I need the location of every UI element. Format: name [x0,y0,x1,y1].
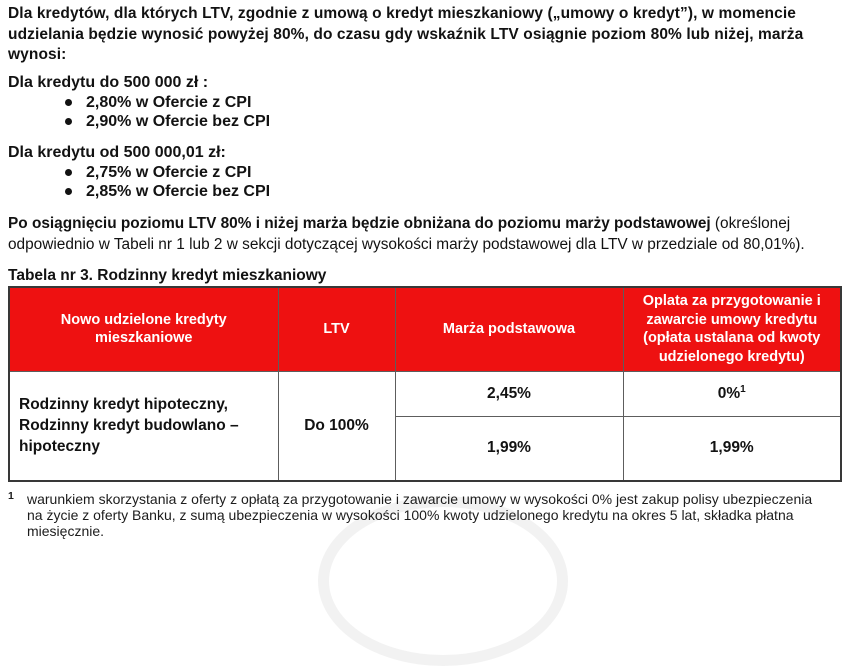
margin-value-cell: 2,45% [395,372,623,417]
table-caption: Tabela nr 3. Rodzinny kredyt mieszkaniowy [8,266,327,284]
list-item-label: 2,85% w Ofercie bez CPI [86,183,271,200]
footnote-ref: 1 [740,383,746,395]
list-item [65,182,840,202]
tier-over-500k-heading: Dla kredytu od 500 000,01 zł: [8,143,226,161]
product-name-cell: Rodzinny kredyt hipoteczny, Rodzinny kredyt budowlano – hipoteczny [9,372,278,481]
tier-over-500k [8,143,840,202]
list-item [65,112,840,132]
ltv-note-paragraph [8,213,840,255]
fee-value: 0% [717,385,741,402]
bullet-icon [65,169,72,176]
header-base-margin: Marża podstawowa [395,287,623,372]
list-item [65,163,840,183]
tier-up-to-500k [8,73,840,132]
ltv-note-bold: Po osiągnięciu poziomu LTV 80% i niżej marża będzie obniżana do poziomu marży podstawowej [8,214,711,232]
table-row [9,372,841,417]
bullet-icon [65,188,72,195]
tier-over-500k-list [8,163,840,202]
footnote [8,491,828,539]
ltv-value-cell: Do 100% [278,372,395,481]
bullet-icon [65,118,72,125]
fee-value-cell [623,372,841,417]
header-ltv: LTV [278,287,395,372]
table-header-row [9,287,841,372]
header-new-credits: Nowo udzielone kredyty mieszkaniowe [9,287,278,372]
ltv-note-normal: (określonej odpowiednio w Tabeli nr 1 lub 2 w sekcji dotyczącej wysokości marży podstawowej dla LTV w przedziale od 80,01%). [8,214,805,253]
footnote-text: warunkiem skorzystania z oferty z opłatą za przygotowanie i zawarcie umowy w wysokości 0% jest zakup polisy ubezpieczenia na życie z oferty Banku, z sumą ubezpieczenia w wysokości 100% kwoty udzielonego kredytu na okres 5 lat, składka płatna miesięcznie. [27,490,813,539]
list-item-label: 2,90% w Ofercie bez CPI [86,113,271,130]
fee-value-cell: 1,99% [623,417,841,481]
margin-value-cell: 1,99% [395,417,623,481]
tier-up-to-500k-heading: Dla kredytu do 500 000 zł : [8,73,209,91]
bullet-icon [65,99,72,106]
list-item-label: 2,80% w Ofercie z CPI [86,93,252,111]
header-preparation-fee: Oplata za przygotowanie i zawarcie umowy kredytu (opłata ustalana od kwoty udzielonego kredytu) [623,287,841,372]
list-item [65,93,840,113]
rates-table [8,286,842,482]
footnote-marker: 1 [8,489,14,502]
tier-up-to-500k-list [8,93,840,132]
intro-paragraph: Dla kredytów, dla których LTV, zgodnie z umową o kredyt mieszkaniowy („umowy o kredyt”), w momencie udzielania będzie wynosić powyżej 80%, do czasu gdy wskaźnik LTV osiągnie poziom 80% lub niżej, marża wynosi: [8,5,804,63]
list-item-label: 2,75% w Ofercie z CPI [86,163,252,181]
